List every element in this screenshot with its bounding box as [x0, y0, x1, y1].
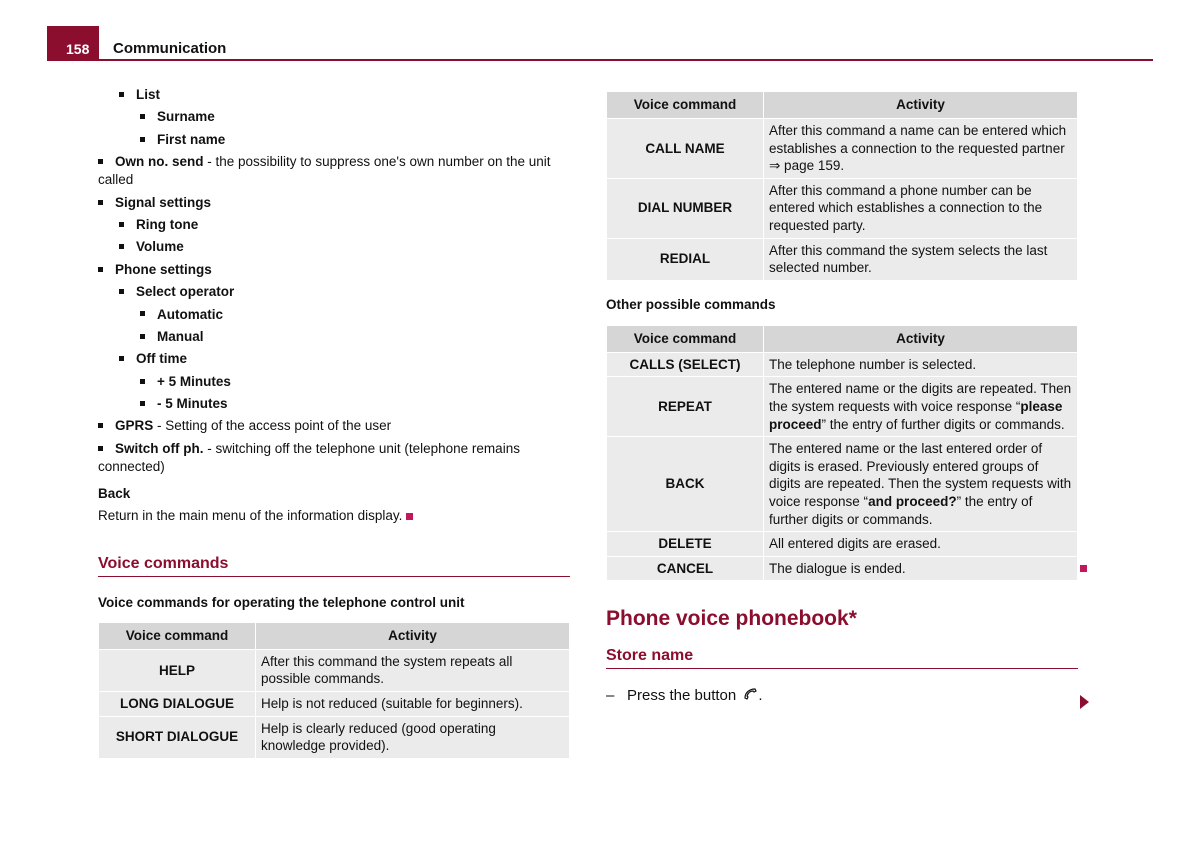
- menu-item: [98, 131, 570, 149]
- command-cell: DIAL NUMBER: [607, 178, 764, 238]
- continue-arrow-icon: [1080, 695, 1089, 709]
- menu-item: [98, 328, 570, 346]
- store-name-heading: Store name: [606, 647, 1078, 669]
- bullet-icon: [98, 446, 103, 451]
- bullet-icon: [140, 311, 145, 316]
- menu-item-label: List: [136, 87, 161, 102]
- column-header-activity: Activity: [256, 622, 570, 649]
- activity-cell: The telephone number is selected.: [764, 352, 1078, 377]
- command-cell: DELETE: [607, 532, 764, 557]
- menu-item-label: Signal settings: [115, 194, 212, 210]
- table-row: [99, 716, 570, 758]
- menu-item-label: Off time: [136, 351, 188, 367]
- activity-cell: Help is clearly reduced (good operating knowledge provided).: [256, 716, 570, 758]
- chapter-title: Communication: [113, 40, 227, 57]
- menu-item-label: Ring tone: [136, 216, 199, 232]
- menu-item-label: Phone settings: [115, 261, 212, 277]
- activity-cell: After this command a phone number can be entered which establishes a connection to the requested party.: [764, 178, 1078, 238]
- table-row: [607, 119, 1078, 179]
- menu-item-description: - Setting of the access point of the user: [153, 418, 392, 434]
- phone-handset-icon: [743, 687, 758, 705]
- menu-item-description: - switching off the telephone unit (telephone remains connected): [98, 440, 520, 474]
- menu-item: [98, 306, 570, 324]
- command-cell: REPEAT: [607, 377, 764, 437]
- activity-emphasis: please proceed: [769, 398, 1063, 432]
- menu-item-label: + 5 Minutes: [157, 373, 231, 389]
- table-row: [607, 352, 1078, 377]
- end-mark-icon: [1080, 565, 1087, 572]
- activity-cell: The dialogue is ended.: [764, 556, 1078, 581]
- menu-item-label: Switch off ph.: [115, 440, 204, 456]
- menu-item-label: GPRS: [115, 418, 154, 434]
- bullet-icon: [140, 379, 145, 384]
- column-header-command: Voice command: [607, 92, 764, 119]
- command-cell: CALLS (SELECT): [607, 352, 764, 377]
- bullet-icon: [140, 401, 145, 406]
- table-row: [607, 532, 1078, 557]
- bullet-icon: [119, 92, 124, 97]
- activity-cell: [764, 377, 1078, 437]
- activity-text: The entered name or the last entered order of digits is erased. Previously entered groups of digits are repeated. Then the system requests with voice response “: [769, 441, 1072, 509]
- command-cell: CANCEL: [607, 556, 764, 581]
- bullet-icon: [140, 334, 145, 339]
- menu-item: [98, 283, 570, 301]
- menu-item: [98, 350, 570, 368]
- menu-item: [98, 238, 570, 256]
- menu-item-label: Select operator: [136, 284, 235, 300]
- command-cell: BACK: [607, 437, 764, 532]
- bullet-icon: [119, 244, 124, 249]
- page-number: 158: [47, 26, 99, 60]
- bullet-icon: [140, 137, 145, 142]
- table-row: [99, 692, 570, 717]
- step-dash: –: [606, 687, 615, 705]
- voice-commands-table: [98, 622, 570, 759]
- left-column: [98, 86, 570, 759]
- other-commands-heading: Other possible commands: [606, 296, 776, 312]
- menu-item-label: Volume: [136, 239, 184, 255]
- bullet-icon: [98, 159, 103, 164]
- menu-item-label: Own no. send: [115, 154, 204, 170]
- menu-item: [98, 440, 570, 476]
- table-row: [607, 437, 1078, 532]
- step-text: Press the button: [627, 687, 741, 705]
- menu-item-label: - 5 Minutes: [157, 396, 228, 412]
- bullet-icon: [98, 200, 103, 205]
- activity-cell: Help is not reduced (suitable for beginners).: [256, 692, 570, 717]
- table-row: [607, 556, 1078, 581]
- activity-cell: All entered digits are erased.: [764, 532, 1078, 557]
- table-row: [99, 649, 570, 691]
- menu-item: [98, 216, 570, 234]
- command-cell: HELP: [99, 649, 256, 691]
- phonebook-heading: Phone voice phonebook*: [606, 607, 857, 631]
- command-cell: SHORT DIALOGUE: [99, 716, 256, 758]
- menu-item: [98, 108, 570, 126]
- menu-item: [98, 373, 570, 391]
- command-cell: LONG DIALOGUE: [99, 692, 256, 717]
- end-mark-icon: [406, 513, 413, 520]
- menu-item-label: Surname: [157, 109, 215, 125]
- activity-cell: [764, 437, 1078, 532]
- menu-list: [98, 86, 570, 476]
- back-text: Return in the main menu of the information display.: [98, 507, 570, 525]
- step-end: .: [758, 687, 763, 705]
- activity-text: ” the entry of further digits or commands.: [769, 493, 1033, 527]
- menu-item: [98, 417, 570, 435]
- table-row: [607, 238, 1078, 280]
- column-header-activity: Activity: [764, 92, 1078, 119]
- activity-cell: After this command a name can be entered which establishes a connection to the requested partner ⇒ page 159.: [764, 119, 1078, 179]
- call-commands-table: [606, 91, 1078, 281]
- right-column: [606, 91, 1078, 705]
- command-cell: CALL NAME: [607, 119, 764, 179]
- bullet-icon: [119, 289, 124, 294]
- header-rule: [47, 59, 1153, 61]
- activity-cell: After this command the system repeats all possible commands.: [256, 649, 570, 691]
- activity-cell: After this command the system selects the last selected number.: [764, 238, 1078, 280]
- voice-commands-subtitle: Voice commands for operating the telephone control unit: [98, 594, 465, 610]
- bullet-icon: [119, 356, 124, 361]
- column-header-command: Voice command: [99, 622, 256, 649]
- activity-text: ” the entry of further digits or commands.: [821, 416, 1065, 432]
- bullet-icon: [98, 423, 103, 428]
- menu-item: [98, 86, 570, 104]
- bullet-icon: [140, 114, 145, 119]
- table-row: [607, 178, 1078, 238]
- back-heading: Back: [98, 485, 131, 501]
- instruction-step: [606, 687, 1078, 705]
- menu-item-label: First name: [157, 131, 226, 147]
- voice-commands-heading: Voice commands: [98, 555, 570, 577]
- activity-text: The entered name or the digits are repeated. Then the system requests with voice response “: [769, 381, 1072, 414]
- bullet-icon: [98, 267, 103, 272]
- menu-item: [98, 261, 570, 279]
- menu-item-label: Automatic: [157, 306, 224, 322]
- other-commands-table: [606, 325, 1078, 582]
- column-header-activity: Activity: [764, 325, 1078, 352]
- bullet-icon: [119, 222, 124, 227]
- column-header-command: Voice command: [607, 325, 764, 352]
- menu-item-label: Manual: [157, 328, 204, 344]
- menu-item: [98, 395, 570, 413]
- command-cell: REDIAL: [607, 238, 764, 280]
- menu-item-description: - the possibility to suppress one's own number on the unit called: [98, 154, 551, 188]
- menu-item: [98, 194, 570, 212]
- activity-emphasis: and proceed?: [868, 493, 957, 509]
- table-row: [607, 377, 1078, 437]
- menu-item: [98, 153, 570, 189]
